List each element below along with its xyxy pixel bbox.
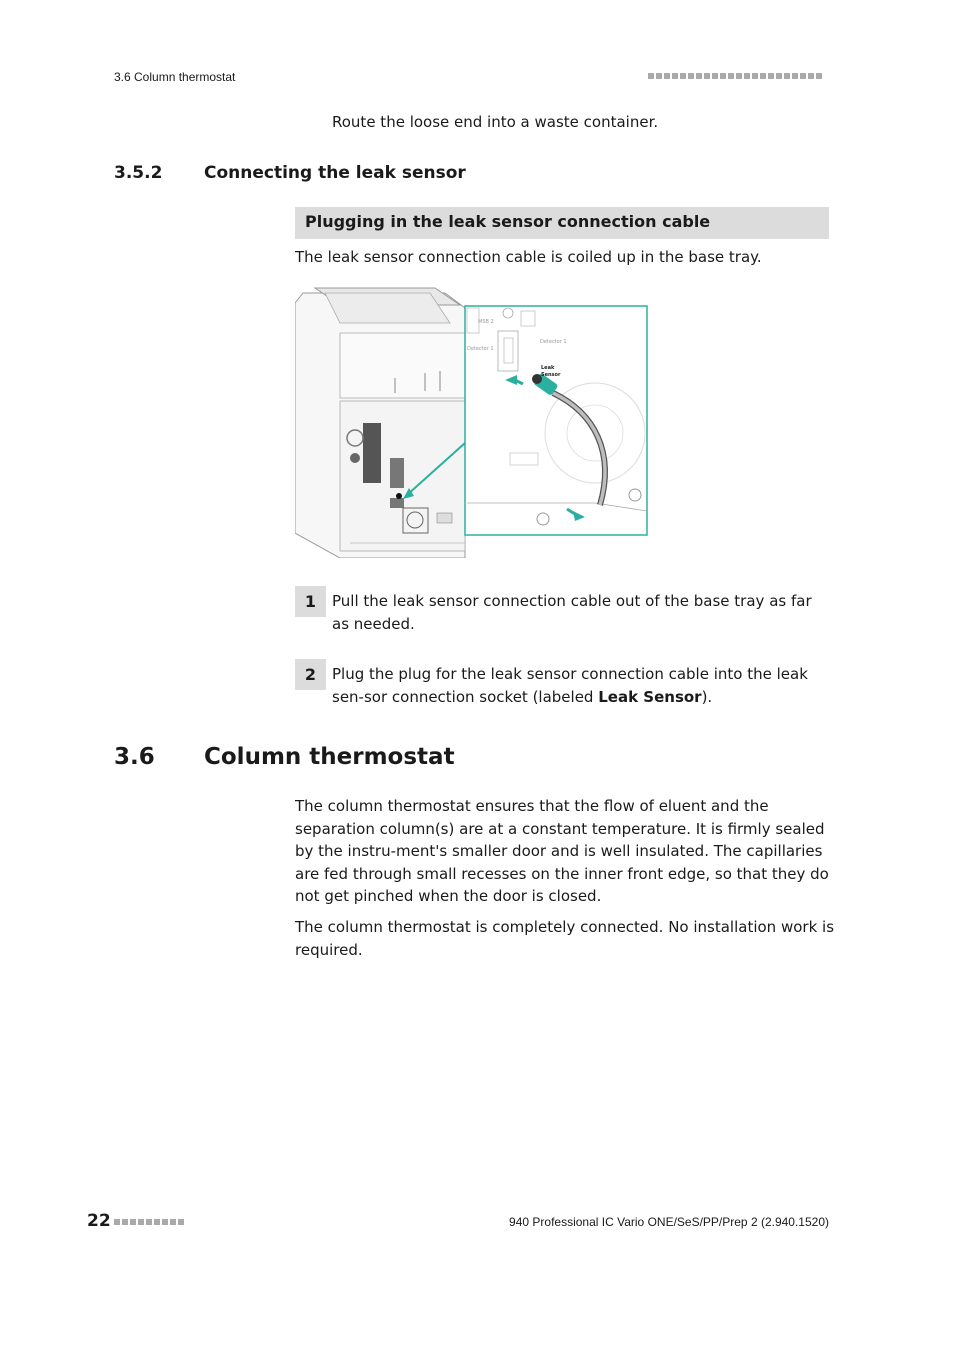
chapter-title: Column thermostat	[204, 744, 455, 770]
running-header: 3.6 Column thermostat	[114, 70, 236, 84]
section-number: 3.5.2	[114, 163, 163, 183]
figure-label-detector-b: Detector 1	[540, 339, 567, 345]
procedure-title: Plugging in the leak sensor connection cable	[305, 212, 711, 231]
procedure-title-bar	[295, 207, 829, 239]
step-2-text-start: Plug the plug for the leak sensor connection cable into the leak sen-sor connection socket (labeled	[332, 665, 808, 706]
step-text-2	[332, 663, 827, 708]
page-number: 22	[87, 1211, 111, 1231]
footer-squares	[114, 1219, 184, 1225]
step-number-2: 2	[295, 659, 326, 690]
footer-product: 940 Professional IC Vario ONE/SeS/PP/Prep 2 (2.940.1520)	[509, 1215, 829, 1229]
figure-label-msb2: MSB 2	[478, 319, 494, 325]
intro-text: Route the loose end into a waste container.	[332, 113, 659, 131]
header-squares	[648, 73, 822, 79]
body-paragraph-2: The column thermostat is completely connected. No installation work is required.	[295, 918, 835, 959]
leak-sensor-figure	[295, 283, 650, 558]
step-text-1: Pull the leak sensor connection cable out of the base tray as far as needed.	[332, 592, 812, 633]
procedure-paragraph: The leak sensor connection cable is coiled up in the base tray.	[295, 248, 762, 266]
chapter-number: 3.6	[114, 744, 155, 770]
section-title: Connecting the leak sensor	[204, 163, 466, 183]
figure-label-leak: Leak	[541, 365, 555, 371]
step-number-1: 1	[295, 586, 326, 617]
figure-label-detector-a: Detector 1	[467, 346, 494, 352]
step-2-bold-label: Leak Sensor	[598, 687, 702, 706]
figure-label-sensor: Sensor	[541, 372, 561, 378]
body-paragraph-1: The column thermostat ensures that the flow of eluent and the separation column(s) are at a constant temperature. It is firmly sealed by the instru-ment's smaller door and is well insulated. The capillaries are fed through small recesses on the inner front edge, so that they do not get pinched when the door is closed.	[295, 797, 829, 905]
step-2-text-end: ).	[701, 687, 713, 706]
